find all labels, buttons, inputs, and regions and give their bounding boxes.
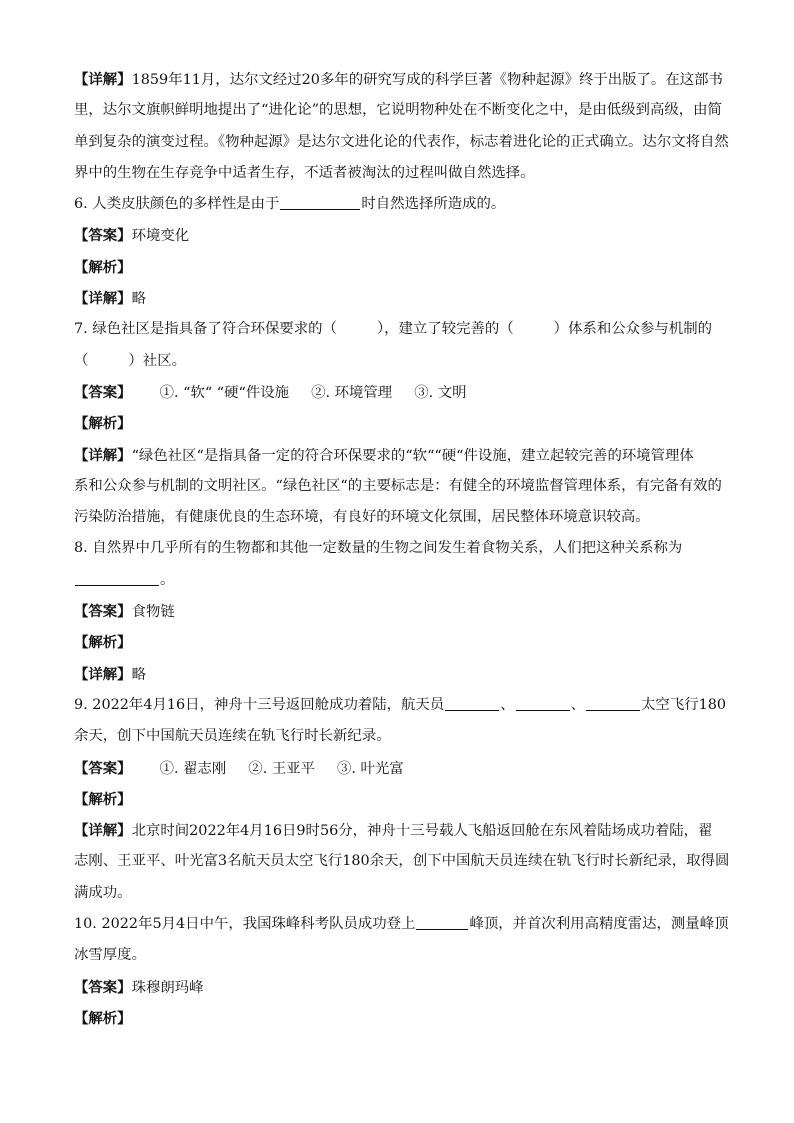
detail-label: 【详解】 — [74, 665, 132, 683]
answer-blank — [416, 928, 468, 930]
analysis-label: 【解析】 — [74, 258, 132, 276]
item10-analysis — [74, 1003, 724, 1034]
item5-detail-line-2: 里，达尔文旗帜鲜明地提出了“进化论”的思想，它说明物种处在不断变化之中，是由低级到高级，由简 — [74, 102, 722, 119]
item5-detail-line-4: 界中的生物在生存竞争中适者生存，不适者被淘汰的过程叫做自然选择。 — [74, 164, 535, 181]
item7-analysis — [74, 408, 724, 439]
answer-label: 【答案】 — [74, 978, 132, 996]
item9-question-line-1: 9. 2022年4月16日，神舟十三号返回舱成功着陆，航天员 、 、 太空飞行180 — [74, 696, 727, 713]
item10-question-line-2: 冰雪厚度。 — [74, 947, 146, 964]
item9-detail-line-3: 满成功。 — [74, 884, 132, 901]
item7-question-line-1: 7. 绿色社区是指具备了符合环保要求的（ ），建立了较完善的（ ）体系和公众参与机制的 — [74, 321, 712, 338]
item7-question-line-2: （ ）社区。 — [74, 352, 186, 369]
analysis-label: 【解析】 — [74, 790, 132, 808]
answer-blank — [75, 584, 159, 586]
item7-detail-line-3: 污染防治措施，有健康优良的生态环境，有良好的环境文化氛围，居民整体环境意识较高。 — [74, 509, 650, 526]
item5-detail-line-1: 【详解】1859年11月，达尔文经过20多年的研究写成的科学巨著《物种起源》终于出版了。在这部书 — [74, 71, 723, 88]
document-page — [74, 64, 730, 1034]
item7-detail-line-1: 【详解】“绿色社区“是指具备一定的符合环保要求的“软““硬“件设施，建立起较完善的环境管理体 — [74, 446, 694, 464]
answer-label: 【答案】 — [74, 227, 132, 245]
answer-blank — [280, 208, 360, 210]
answer-blank — [586, 709, 640, 711]
item8-question-line-2: 。 — [74, 565, 724, 596]
item8-question-line-1: 8. 自然界中几乎所有的生物都和其他一定数量的生物之间发生着食物关系，人们把这种关系称为 — [74, 540, 683, 557]
item10-question-line-1: 10. 2022年5月4日中午，我国珠峰科考队员成功登上 峰顶，并首次利用高精度雷达，测量峰顶 — [74, 916, 729, 933]
analysis-label: 【解析】 — [74, 1009, 132, 1027]
analysis-label: 【解析】 — [74, 415, 132, 433]
item7-detail-line-2: 系和公众参与机制的文明社区。“绿色社区“的主要标志是：有健全的环境监督管理体系，有完备有效的 — [74, 477, 722, 494]
item9-detail-line-1: 【详解】北京时间2022年4月16日9时56分，神舟十三号载人飞船返回舱在东风着陆场成功着陆，翟 — [74, 822, 713, 840]
detail-label: 【详解】 — [74, 446, 132, 464]
answer-blank — [516, 709, 570, 711]
detail-label: 【详解】 — [74, 822, 132, 840]
item6-answer: 【答案】环境变化 — [74, 227, 190, 245]
item5-detail-line-3: 单到复杂的演变过程。《物种起源》是达尔文进化论的代表作，标志着进化论的正式确立。达尔文将自然 — [74, 133, 729, 150]
item6-question: 6. 人类皮肤颜色的多样性是由于 时自然选择所造成的。 — [74, 196, 506, 213]
detail-label: 【详解】 — [74, 290, 132, 308]
answer-blank — [445, 709, 499, 711]
item9-detail-line-2: 志刚、王亚平、叶光富3名航天员太空飞行180余天，创下中国航天员连续在轨飞行时长新纪录，取得圆 — [74, 853, 730, 870]
answer-label: 【答案】 — [74, 383, 132, 401]
answer-label: 【答案】 — [74, 603, 132, 621]
item8-detail: 【详解】略 — [74, 665, 146, 683]
detail-label: 【详解】 — [74, 71, 132, 88]
item8-analysis — [74, 627, 724, 658]
item10-answer: 【答案】珠穆朗玛峰 — [74, 978, 204, 996]
answer-label: 【答案】 — [74, 759, 132, 777]
item6-detail: 【详解】略 — [74, 290, 146, 308]
item6-analysis — [74, 252, 724, 283]
item9-analysis — [74, 784, 724, 815]
item9-question-line-2: 余天，创下中国航天员连续在轨飞行时长新纪录。 — [74, 728, 391, 745]
analysis-label: 【解析】 — [74, 634, 132, 652]
item8-answer: 【答案】食物链 — [74, 603, 175, 621]
item9-answer: 【答案】 ①. 翟志刚 ②. 王亚平 ③. 叶光富 — [74, 759, 404, 777]
item7-answer: 【答案】 ①. “软“ “硬“件设施 ②. 环境管理 ③. 文明 — [74, 383, 467, 401]
